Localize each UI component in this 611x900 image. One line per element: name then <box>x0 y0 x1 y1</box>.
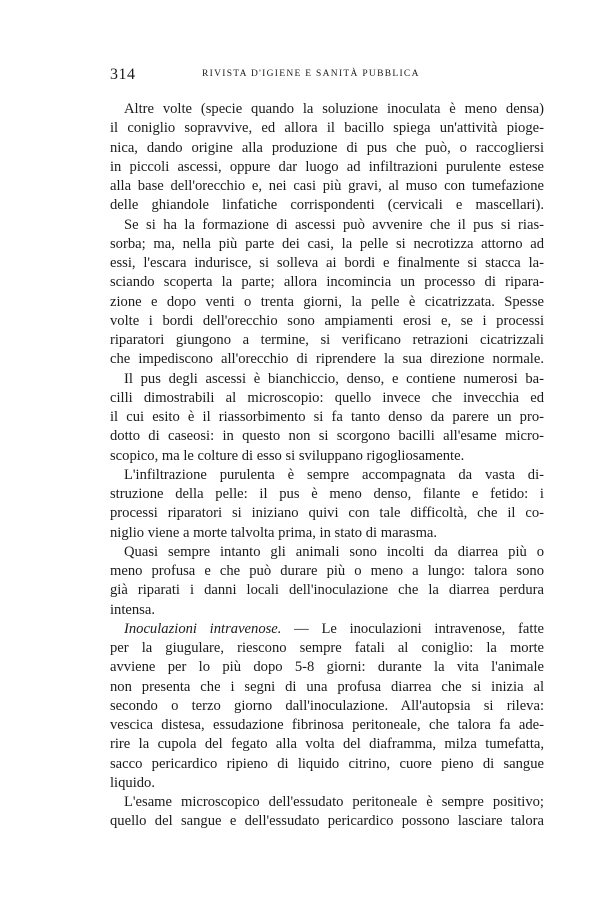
page-header <box>110 66 544 88</box>
paragraph-3 <box>110 370 544 466</box>
text-line: sacco pericardico ripieno di liquido citrino, cuore pieno di sangue <box>110 755 544 772</box>
text-line: delle ghiandole linfatiche corrispondenti (cervicali e mascellari). <box>110 197 544 214</box>
text-line: il cui esito è il riassorbimento si fa tanto denso da parere un pro- <box>110 409 544 425</box>
text-line: secondo o terzo giorno dall'inoculazione. All'autopsia si rileva: <box>110 697 544 714</box>
text-line: zione e dopo venti o trenta giorni, la pelle è cicatrizzata. Spesse <box>110 293 544 310</box>
text-line: non presenta che i segni di una profusa diarrea che si inizia al <box>110 678 544 695</box>
text-line: L'esame microscopico dell'essudato peritoneale è sempre positivo; <box>124 794 544 810</box>
paragraph-6 <box>110 620 544 793</box>
text-line: che impediscono all'orecchio di riprendere la sua direzione normale. <box>110 351 544 368</box>
text-line: volte i bordi dell'orecchio sono ampiamenti erosi e, se i processi <box>110 312 544 329</box>
text-line: meno profusa e che può durare più o meno a lungo: talora sono <box>110 563 544 579</box>
text-line: sorba; ma, nella più parte dei casi, la pelle si necrotizza attorno ad <box>110 235 544 252</box>
text-line: processi riparatori si iniziano quivi con tale difficoltà, che il co- <box>110 505 544 522</box>
text-line: il coniglio sopravvive, ed allora il bacillo spiega un'attività pioge- <box>110 120 544 137</box>
text-line: rire la cupola del fegato alla volta del diaframma, milza tumefatta, <box>110 736 544 753</box>
text-line: struzione della pelle: il pus è meno denso, filante e fetido: i <box>110 486 544 502</box>
text-line: in piccoli ascessi, oppure dar luogo ad infiltrazioni purulente estese <box>110 158 544 175</box>
text-line: cilli dimostrabili al microscopio: quello invece che invecchia ed <box>110 389 544 406</box>
text-line: vescica distesa, essudazione fibrinosa peritoneale, che talora fa ade- <box>110 717 544 733</box>
text-line: per la giugulare, riescono sempre fatali al coniglio: la morte <box>110 640 544 656</box>
paragraph-5 <box>110 543 544 620</box>
text-line: liquido. <box>110 774 155 791</box>
text-line: L'infiltrazione purulenta è sempre accompagnata da vasta di- <box>124 466 544 483</box>
page-number: 314 <box>110 66 136 83</box>
text-line: Se si ha la formazione di ascessi può avvenire che il pus si rias- <box>124 216 544 233</box>
text-line: quello del sangue e dell'essudato pericardico possono lasciare talora <box>110 813 544 830</box>
text-line <box>110 620 544 639</box>
text-line: scopico, ma le colture di esso si sviluppano rigogliosamente. <box>110 447 465 464</box>
text-line: avviene per lo più dopo 5-8 giorni: durante la vita l'animale <box>110 659 544 676</box>
body-text <box>110 100 544 832</box>
text-line: Quasi sempre intanto gli animali sono incolti da diarrea più o <box>124 543 544 560</box>
text-line: dotto di caseosi: in questo non si scorgono bacilli all'esame micro- <box>110 428 544 445</box>
text-line: niglio viene a morte talvolta prima, in stato di marasma. <box>110 524 438 541</box>
text-line: sciando scoperta la parte; allora incomincia un processo di ripara- <box>110 274 544 291</box>
section-heading: Inoculazioni intravenose. <box>124 620 282 637</box>
text-line: riparatori giungono a termine, si verificano retrazioni cicatrizzali <box>110 332 544 348</box>
text-line: essi, l'escara indurisce, si solleva ai bordi e finalmente si stacca la- <box>110 255 544 271</box>
paragraph-1 <box>110 100 544 216</box>
text-line: intensa. <box>110 601 155 618</box>
text-line: nica, dando origine alla produzione di pus che può, o raccogliersi <box>110 139 544 156</box>
text-line: Altre volte (specie quando la soluzione inoculata è meno densa) <box>124 101 544 117</box>
text-line: già riparati i danni locali dell'inoculazione che la diarrea perdura <box>110 582 544 599</box>
paragraph-4 <box>110 466 544 543</box>
paragraph-2 <box>110 216 544 370</box>
running-title: RIVISTA D'IGIENE E SANITÀ PUBBLICA <box>202 69 420 79</box>
text-line: Il pus degli ascessi è bianchiccio, denso, e contiene numerosi ba- <box>124 370 544 387</box>
paragraph-7 <box>110 793 544 832</box>
heading-continuation: — Le inoculazioni intravenose, fatte <box>281 620 544 637</box>
text-line: alla base dell'orecchio e, nei casi più gravi, al muso con tumefazione <box>110 178 544 194</box>
